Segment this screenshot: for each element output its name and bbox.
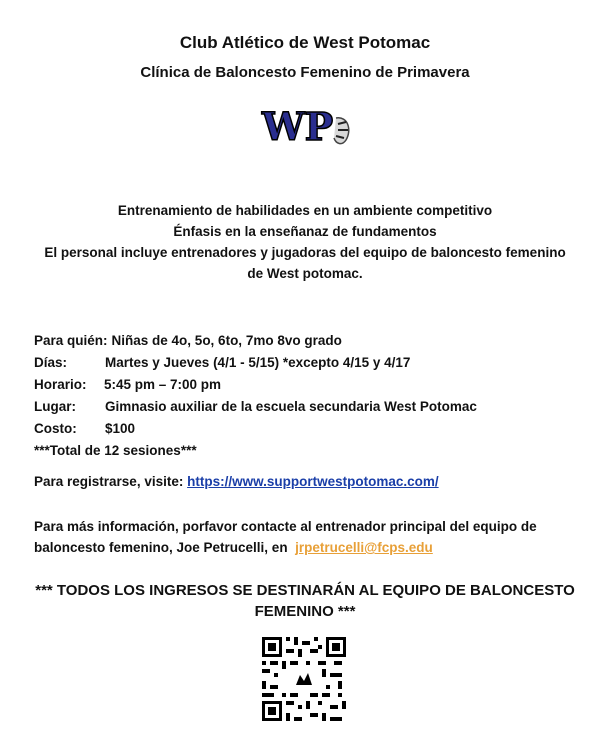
proceeds-line: *** TODOS LOS INGRESOS SE DESTINARÁN AL EQUIPO DE BALONCESTO (35, 582, 575, 599)
detail-row-horario (34, 374, 477, 396)
detail-value: $100 (105, 421, 136, 436)
intro-line: El personal incluye entrenadores y jugadoras del equipo de baloncesto femenino (44, 245, 566, 260)
detail-label: Para quién: (34, 333, 108, 348)
detail-row-lugar (34, 396, 477, 418)
proceeds-line: FEMENINO *** (254, 603, 356, 620)
detail-label: Días: (34, 355, 68, 370)
detail-label: Costo: (34, 421, 77, 436)
wp-logo (256, 100, 354, 166)
detail-value: Gimnasio auxiliar de la escuela secundaria West Potomac (105, 399, 477, 414)
email-link[interactable]: jrpetrucelli@fcps.edu (295, 540, 433, 555)
detail-label: Lugar: (34, 399, 76, 414)
register-line (34, 474, 439, 489)
intro-block (24, 200, 586, 284)
info-text: baloncesto femenino, Joe Petrucelli, en (34, 540, 288, 555)
detail-value: 5:45 pm – 7:00 pm (104, 377, 222, 392)
detail-row-quien (34, 330, 477, 352)
detail-row-costo (34, 418, 477, 440)
page-title: Club Atlético de West Potomac (179, 33, 431, 52)
proceeds-notice (20, 580, 590, 622)
details-block (34, 330, 477, 462)
logo-text: WP (262, 104, 334, 149)
detail-value: Niñas de 4o, 5o, 6to, 7mo 8vo grado (111, 333, 342, 348)
detail-label: Horario: (34, 377, 87, 392)
qr-code-graphic (260, 635, 348, 723)
qr-code[interactable] (260, 635, 348, 723)
info-block (34, 516, 594, 558)
detail-value: Martes y Jueves (4/1 - 5/15) *excepto 4/15 y 4/17 (105, 355, 411, 370)
intro-line: de West potomac. (247, 266, 363, 281)
register-text: Para registrarse, visite: (34, 474, 184, 489)
register-link[interactable]: https://www.supportwestpotomac.com/ (187, 474, 439, 489)
intro-line: Énfasis en la enseñanaz de fundamentos (173, 224, 437, 239)
detail-row-dias (34, 352, 477, 374)
info-line-2 (34, 537, 594, 558)
detail-total: ***Total de 12 sesiones*** (34, 443, 197, 458)
intro-line: Entrenamiento de habilidades en un ambiente competitivo (117, 203, 493, 218)
page-subtitle: Clínica de Baloncesto Femenino de Primavera (140, 64, 470, 81)
info-line: Para más información, porfavor contacte al entrenador principal del equipo de (34, 519, 537, 534)
